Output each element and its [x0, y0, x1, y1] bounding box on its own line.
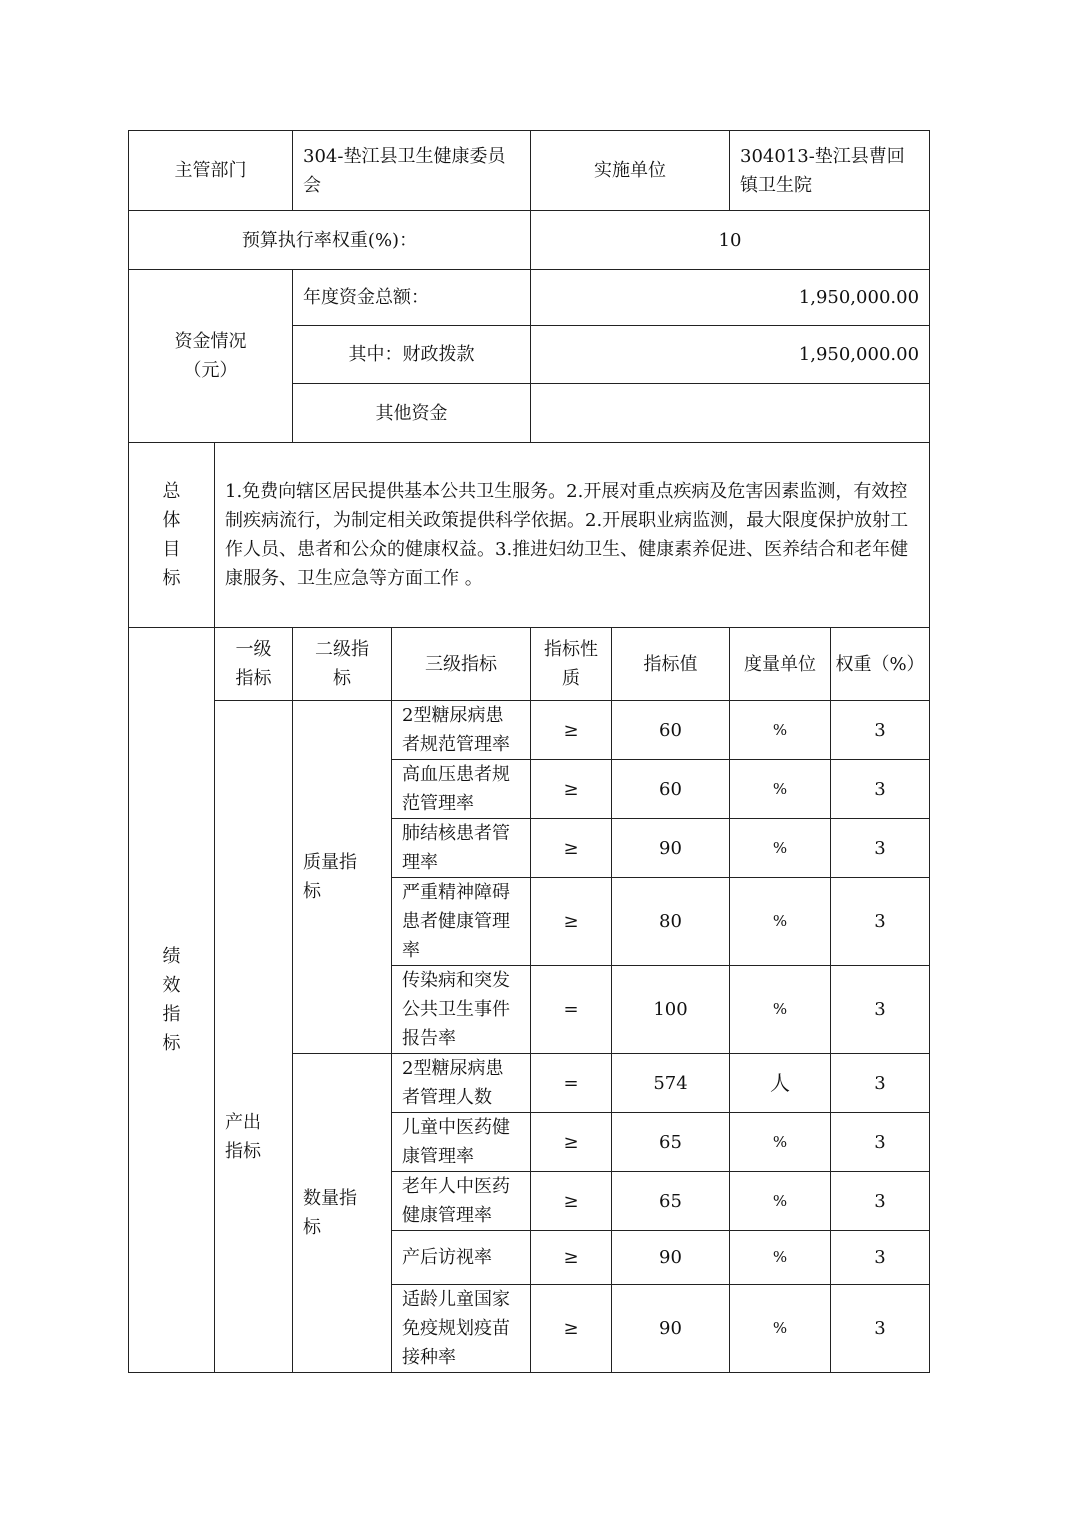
- indicator-weight: 3: [831, 1113, 930, 1172]
- indicator-unit: %: [730, 760, 831, 819]
- indicator-value: 65: [612, 1172, 730, 1231]
- indicator-unit: %: [730, 701, 831, 760]
- col-header-level1: 一级指标: [215, 628, 293, 701]
- performance-label: 绩效指标: [129, 628, 215, 1373]
- indicator-name: 传染病和突发公共卫生事件报告率: [392, 966, 531, 1054]
- goal-label: 总体目标: [129, 443, 215, 628]
- indicator-value: 80: [612, 878, 730, 966]
- indicator-unit: %: [730, 966, 831, 1054]
- indicator-weight: 3: [831, 760, 930, 819]
- indicator-weight: 3: [831, 701, 930, 760]
- indicator-op: ≥: [531, 760, 612, 819]
- indicator-unit: %: [730, 878, 831, 966]
- indicator-op: ≥: [531, 1231, 612, 1285]
- indicator-weight: 3: [831, 966, 930, 1054]
- indicator-weight: 3: [831, 1172, 930, 1231]
- indicator-name: 肺结核患者管理率: [392, 819, 531, 878]
- indicator-unit: %: [730, 1285, 831, 1373]
- indicator-value: 60: [612, 760, 730, 819]
- indicator-weight: 3: [831, 819, 930, 878]
- indicator-op: ≥: [531, 819, 612, 878]
- col-header-unit: 度量单位: [730, 628, 831, 701]
- budget-weight-label: 预算执行率权重(%)：: [129, 211, 531, 270]
- indicator-name: 2型糖尿病患者管理人数: [392, 1054, 531, 1113]
- indicator-unit: %: [730, 1172, 831, 1231]
- level2-quantity: 数量指标: [293, 1054, 392, 1373]
- indicator-name: 产后访视率: [392, 1231, 531, 1285]
- col-header-level3: 三级指标: [392, 628, 531, 701]
- budget-weight-value: 10: [531, 211, 930, 270]
- indicator-op: =: [531, 1054, 612, 1113]
- indicator-name: 儿童中医药健康管理率: [392, 1113, 531, 1172]
- funds-total-value: 1,950,000.00: [531, 270, 930, 326]
- indicator-unit: %: [730, 819, 831, 878]
- indicator-name: 2型糖尿病患者规范管理率: [392, 701, 531, 760]
- impl-value: 304013-垫江县曹回镇卫生院: [730, 131, 930, 211]
- indicator-op: ≥: [531, 701, 612, 760]
- indicator-weight: 3: [831, 1285, 930, 1373]
- funds-total-label: 年度资金总额：: [293, 270, 531, 326]
- indicator-unit: %: [730, 1113, 831, 1172]
- funds-other-value: [531, 384, 930, 443]
- funds-other-label: 其他资金: [293, 384, 531, 443]
- funds-fiscal-value: 1,950,000.00: [531, 326, 930, 384]
- indicator-op: ≥: [531, 878, 612, 966]
- indicator-name: 严重精神障碍患者健康管理率: [392, 878, 531, 966]
- funds-fiscal-label: 其中：财政拨款: [293, 326, 531, 384]
- col-header-weight: 权重（%）: [831, 628, 930, 701]
- indicator-name: 适龄儿童国家免疫规划疫苗接种率: [392, 1285, 531, 1373]
- indicator-op: =: [531, 966, 612, 1054]
- impl-label: 实施单位: [531, 131, 730, 211]
- level1-output: 产出指标: [215, 701, 293, 1373]
- goal-text: 1.免费向辖区居民提供基本公共卫生服务。2.开展对重点疾病及危害因素监测，有效控制疾病流行，为制定相关政策提供科学依据。2.开展职业病监测，最大限度保护放射工作人员、患者和公众的健康权益。3.推进妇幼卫生、健康素养促进、医养结合和老年健康服务、卫生应急等方面工作 。: [215, 443, 930, 628]
- indicator-value: 90: [612, 1285, 730, 1373]
- indicator-name: 老年人中医药健康管理率: [392, 1172, 531, 1231]
- dept-label: 主管部门: [129, 131, 293, 211]
- col-header-level2: 二级指标: [293, 628, 392, 701]
- funds-label: 资金情况（元）: [129, 270, 293, 443]
- indicator-weight: 3: [831, 878, 930, 966]
- indicator-unit: %: [730, 1231, 831, 1285]
- indicator-value: 90: [612, 819, 730, 878]
- indicator-value: 60: [612, 701, 730, 760]
- indicator-unit: 人: [730, 1054, 831, 1113]
- indicator-weight: 3: [831, 1054, 930, 1113]
- level2-quality: 质量指标: [293, 701, 392, 1054]
- indicator-value: 90: [612, 1231, 730, 1285]
- indicator-op: ≥: [531, 1113, 612, 1172]
- indicator-op: ≥: [531, 1172, 612, 1231]
- indicator-op: ≥: [531, 1285, 612, 1373]
- dept-value: 304-垫江县卫生健康委员会: [293, 131, 531, 211]
- indicator-value: 65: [612, 1113, 730, 1172]
- indicator-value: 100: [612, 966, 730, 1054]
- indicator-name: 高血压患者规范管理率: [392, 760, 531, 819]
- col-header-value: 指标值: [612, 628, 730, 701]
- indicator-weight: 3: [831, 1231, 930, 1285]
- performance-table: [128, 130, 930, 1373]
- indicator-value: 574: [612, 1054, 730, 1113]
- col-header-nature: 指标性质: [531, 628, 612, 701]
